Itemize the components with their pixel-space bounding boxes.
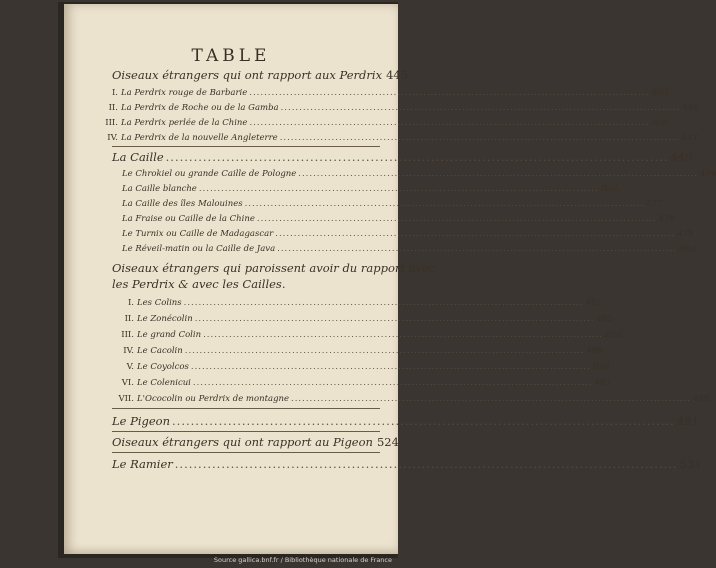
toc-entry: I. La Perdrix rouge de Barbarie ..... Ibid.	[102, 88, 380, 98]
toc-entry: III. Le grand Colin ..... Ibid.	[118, 330, 380, 340]
toc-entry: La Caille blanche ..... Ibid.	[122, 184, 380, 194]
toc-heading-etrangers-line2: les Perdrix & avec les Cailles.	[112, 277, 286, 291]
toc-heading-perdrix: Oiseaux étrangers qui ont rapport aux Perdrix 445	[112, 68, 409, 82]
toc-entry: I. Les Colins ..... 482	[118, 298, 380, 308]
section-rule	[112, 146, 380, 147]
toc-heading-caille: La Caille ..... 449	[112, 150, 380, 164]
toc-heading-ramier: Le Ramier ..... 531	[112, 457, 380, 471]
toc-entry: V. Le Coyolcos ..... Ibid.	[118, 362, 380, 372]
toc-entry: IV. La Perdrix de la nouvelle Angleterre ..... 447	[102, 133, 380, 143]
toc-entry: II. La Perdrix de Roche ou de la Gamba ..... 446	[102, 103, 380, 113]
section-rule	[112, 431, 380, 432]
section-rule	[112, 408, 380, 409]
source-footer: Source gallica.bnf.fr / Bibliothèque nationale de France	[213, 556, 392, 564]
toc-entry: VI. Le Colenicui ..... 487	[118, 378, 380, 388]
section-rule	[112, 452, 380, 453]
toc-entry: III. La Perdrix perlée de la Chine ..... Ibid.	[102, 118, 380, 128]
toc-entry: Le Turnix ou Caille de Madagascar ..... 479	[122, 229, 380, 239]
toc-heading-pigeon: Le Pigeon ..... 491	[112, 414, 380, 428]
book-page	[64, 4, 716, 554]
toc-entry: VII. L'Ococolin ou Perdrix de montagne ..... 489	[118, 394, 380, 404]
toc-entry: Le Réveil-matin ou la Caille de Java ..... Ibid.	[122, 244, 380, 254]
toc-heading-oiseaux-pigeon: Oiseaux étrangers qui ont rapport au Pigeon 524	[112, 435, 399, 449]
toc-entry: II. Le Zonécolin ..... 485	[118, 314, 380, 324]
page-title: TABLE	[191, 46, 271, 66]
toc-entry: La Fraise ou Caille de la Chine ..... 478	[122, 214, 380, 224]
toc-entry: La Caille des îles Malouines ..... 477	[122, 199, 380, 209]
toc-entry: Le Chrokiel ou grande Caille de Pologne ..... 476	[122, 169, 380, 179]
toc-heading-etrangers-line1: Oiseaux étrangers qui paroissent avoir du rapport avec	[112, 261, 436, 275]
toc-entry: IV. Le Cacolin ..... 486	[118, 346, 380, 356]
